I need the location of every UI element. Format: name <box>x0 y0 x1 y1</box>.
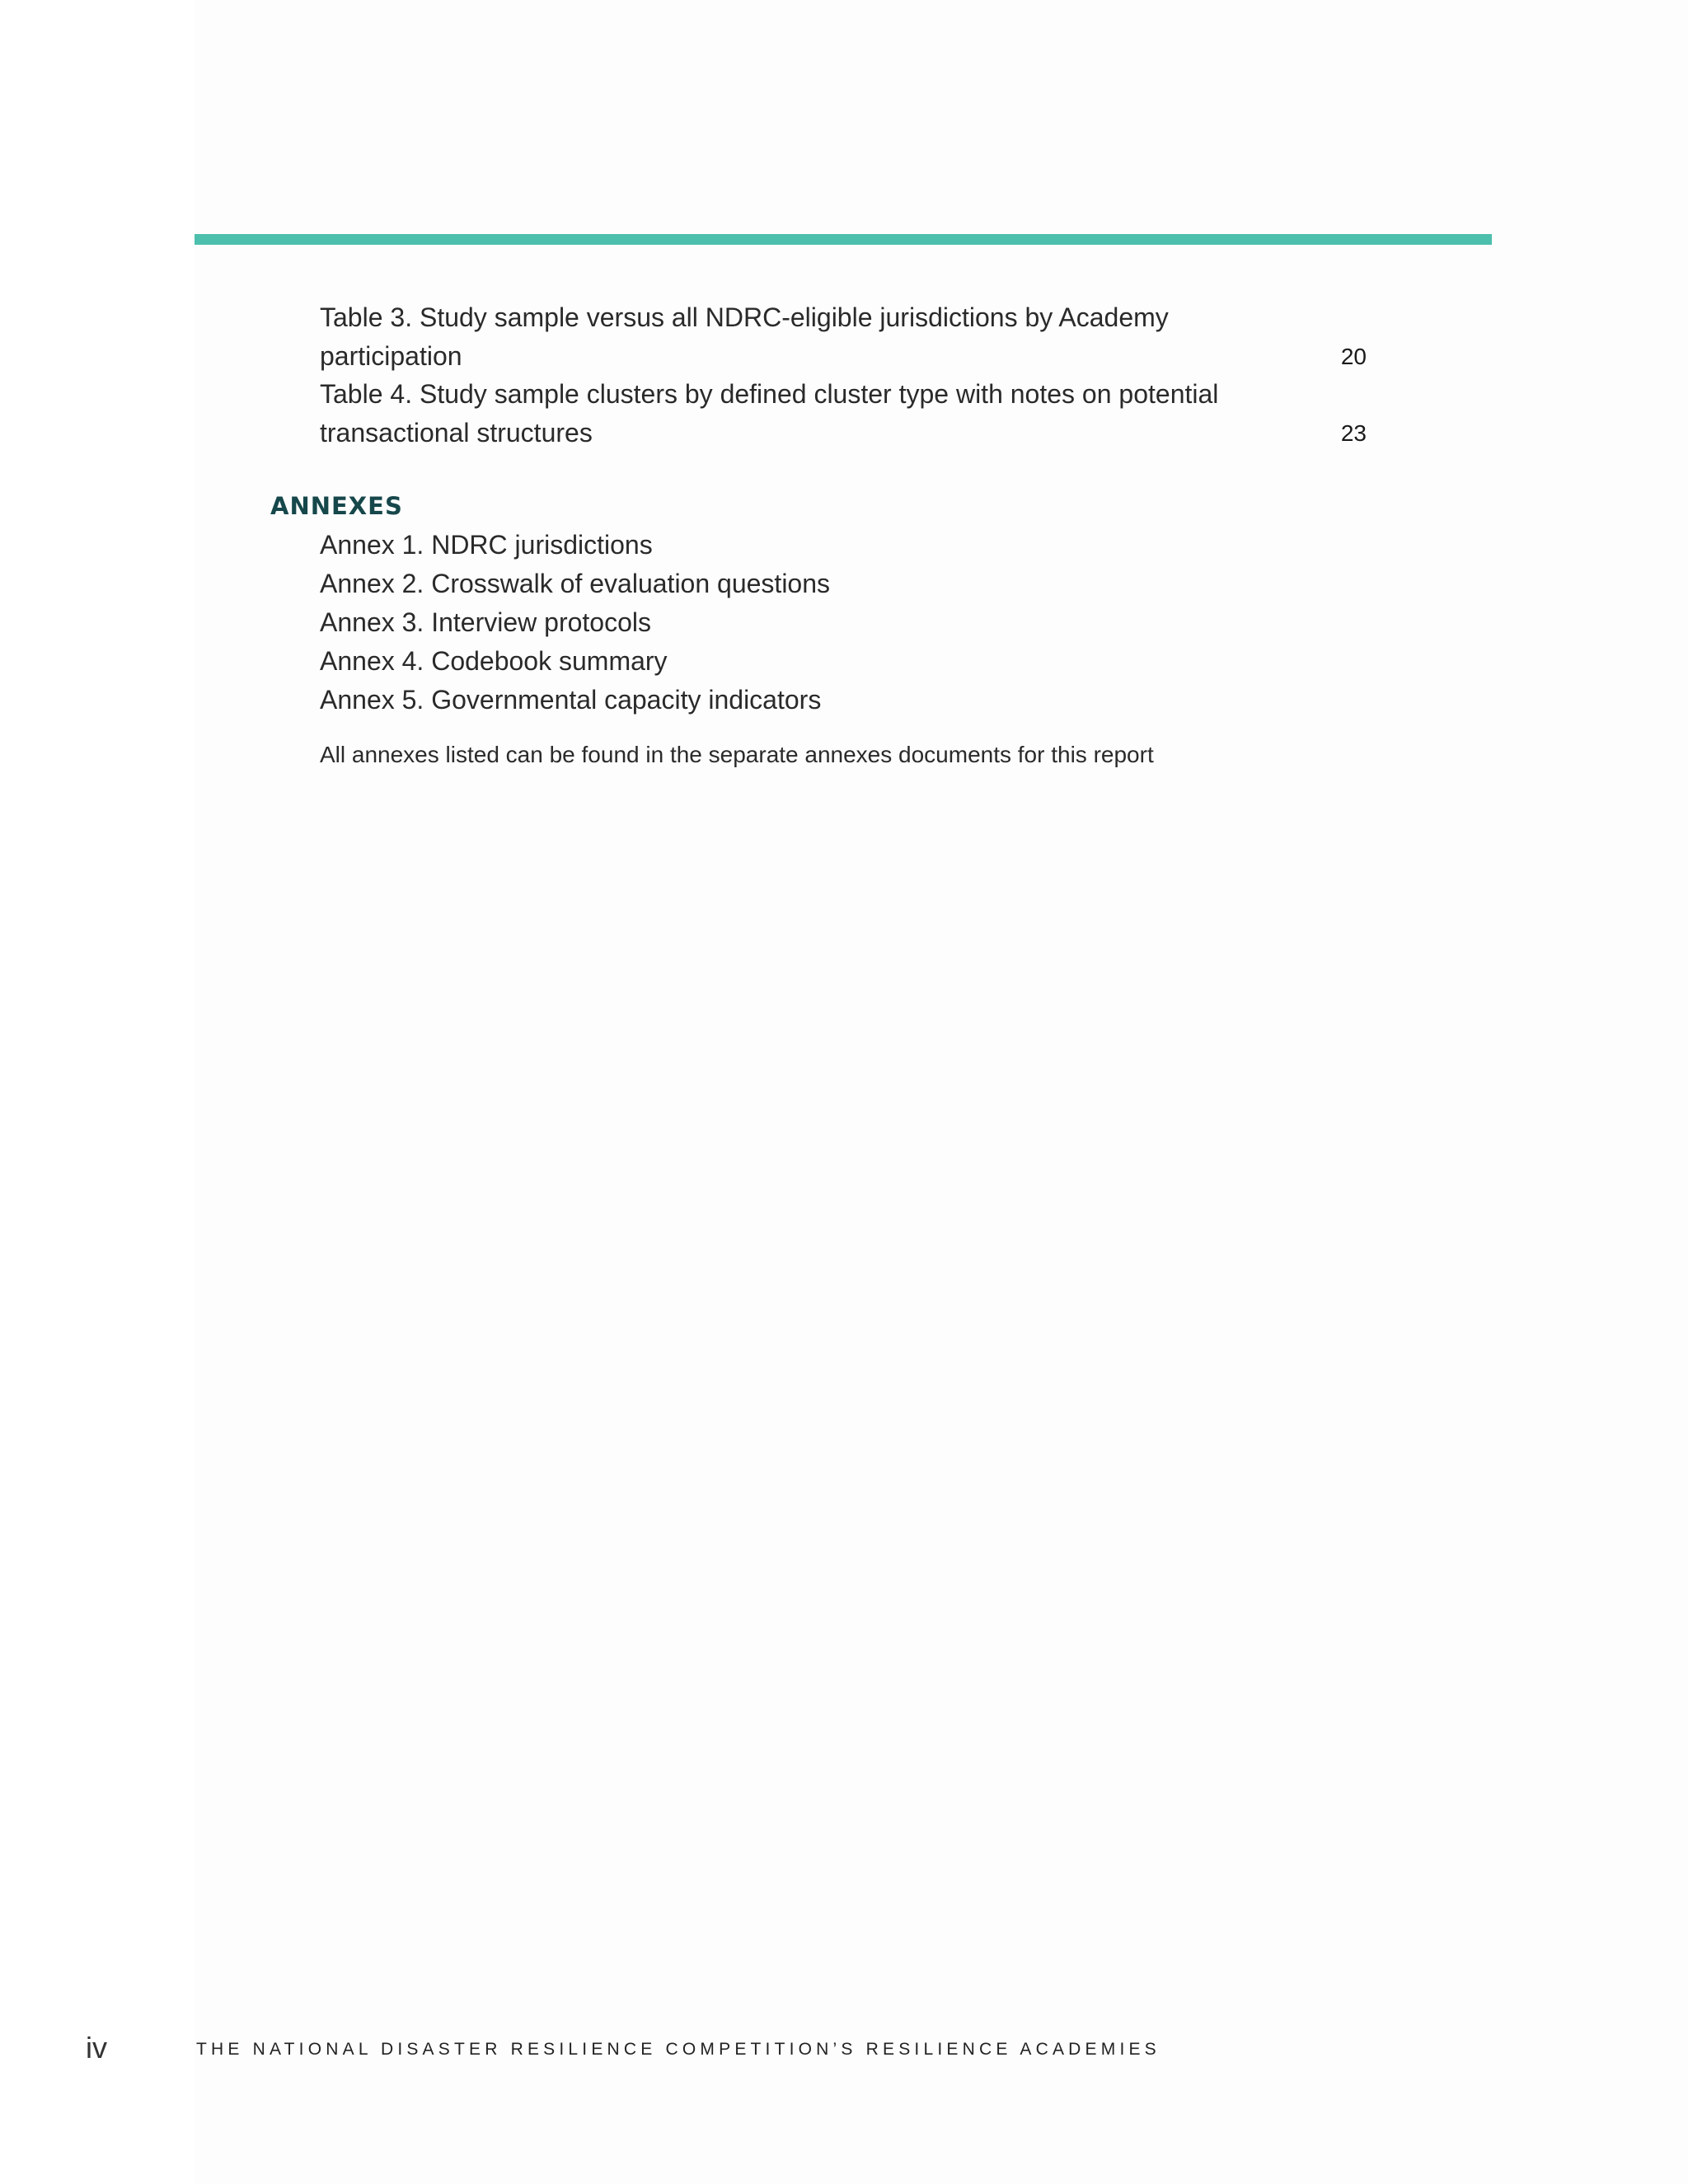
toc-entry-table-3[interactable] <box>320 298 1391 376</box>
annex-item-3[interactable]: Annex 3. Interview protocols <box>320 607 651 637</box>
annex-list <box>320 526 830 719</box>
toc-entry-table-4[interactable] <box>320 375 1391 452</box>
toc-entry-title-line-2: transactional structures <box>320 418 593 448</box>
toc-entry-title-line-1: Table 3. Study sample versus all NDRC-eligible jurisdictions by Academy <box>320 302 1169 332</box>
annexes-heading: ANNEXES <box>270 492 403 520</box>
toc-page-number: 23 <box>1340 420 1367 446</box>
toc-page-number: 20 <box>1340 344 1367 369</box>
toc-entry-title-line-2: participation <box>320 341 462 371</box>
annexes-note: All annexes listed can be found in the separate annexes documents for this report <box>320 742 1154 767</box>
annex-item-5[interactable]: Annex 5. Governmental capacity indicators <box>320 685 822 715</box>
toc-entry-title-line-1: Table 4. Study sample clusters by defined cluster type with notes on potential <box>320 379 1219 409</box>
annex-item-1[interactable]: Annex 1. NDRC jurisdictions <box>320 530 653 560</box>
annex-item-4[interactable]: Annex 4. Codebook summary <box>320 646 668 676</box>
footer-running-title: THE NATIONAL DISASTER RESILIENCE COMPETITION’S RESILIENCE ACADEMIES <box>196 2040 1160 2059</box>
top-accent-rule <box>195 234 1492 245</box>
footer-page-number: iv <box>86 2031 107 2064</box>
annex-item-2[interactable]: Annex 2. Crosswalk of evaluation questions <box>320 569 831 598</box>
